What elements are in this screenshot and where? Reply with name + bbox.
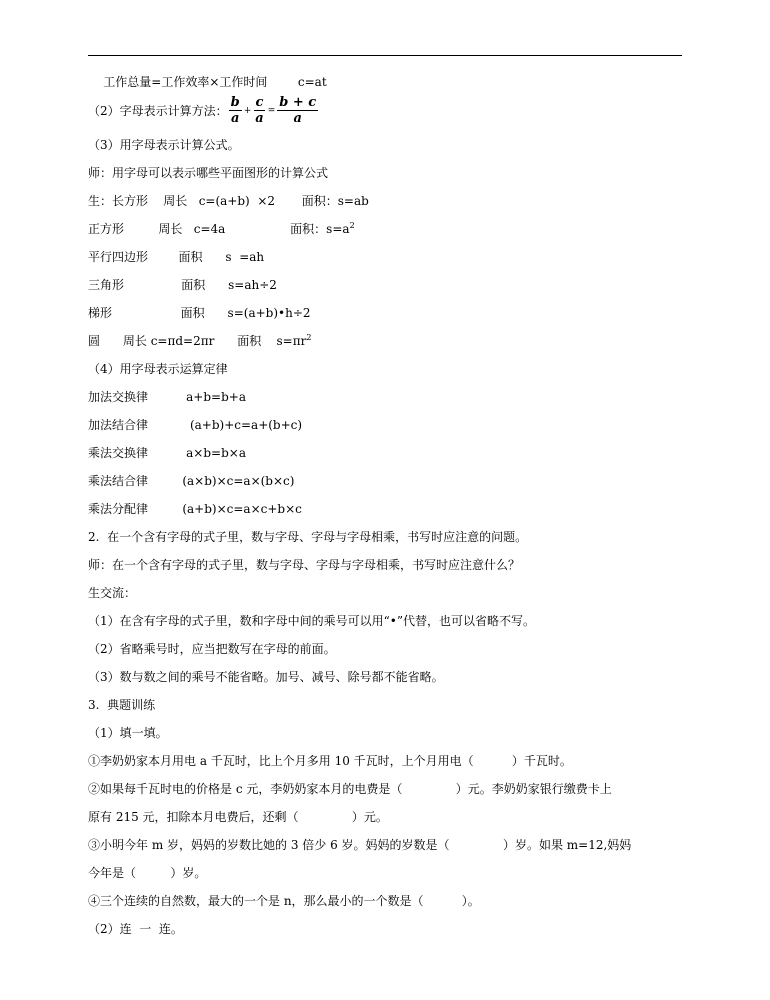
text-line: （1）填一填。 (88, 726, 168, 740)
exercise-item: ③小明今年 m 岁，妈妈的岁数比她的 3 倍少 6 岁。妈妈的岁数是（ ）岁。如果 m=12,妈妈 (88, 838, 632, 852)
fraction-denominator: a (255, 111, 264, 126)
formula-trapezoid: 梯形 面积 s=(a+b)•h÷2 (88, 306, 311, 320)
exercise-item: ①李奶奶家本月用电 a 千瓦时，比上个月多用 10 千瓦时，上个月用电（ ）千瓦时。 (88, 754, 572, 768)
section-heading: 3. 典题训练 (88, 698, 156, 712)
fraction-bc-over-a (277, 95, 318, 126)
exercise-item: 原有 215 元，扣除本月电费后，还剩（ ）元。 (88, 810, 388, 824)
fraction-formula (88, 95, 319, 126)
law-multiplication-commutative: 乘法交换律 a×b=b×a (88, 446, 246, 460)
plus-sign: + (243, 105, 252, 116)
section-heading: （3）用字母表示计算公式。 (88, 138, 240, 152)
text-line: （1）在含有字母的式子里，数和字母中间的乘号可以用“•”代替，也可以省略不写。 (88, 614, 535, 628)
section-heading: （2）连 一 连。 (88, 922, 183, 936)
text-line: （2）省略乘号时，应当把数写在字母的前面。 (88, 642, 336, 656)
formula-label: （2）字母表示计算方法： (88, 103, 228, 118)
text-line: 生交流： (88, 586, 137, 600)
fraction-c-over-a (253, 95, 265, 126)
text-line: 师：在一个含有字母的式子里，数与字母、字母与字母相乘，书写时应注意什么？ (88, 558, 521, 572)
superscript: 2 (306, 333, 312, 342)
fraction-numerator: b + c (279, 95, 317, 110)
text-line: 师：用字母可以表示哪些平面图形的计算公式 (88, 166, 329, 180)
fraction-numerator: c (255, 95, 264, 110)
fraction-denominator: a (230, 111, 240, 126)
law-addition-associative: 加法结合律 (a+b)+c=a+(b+c) (88, 418, 303, 432)
section-heading: 2. 在一个含有字母的式子里，数与字母、字母与字母相乘，书写时应注意的问题。 (88, 530, 528, 544)
formula-circle (88, 333, 311, 349)
formula-parallelogram: 平行四边形 面积 s =ah (88, 250, 265, 264)
formula-text: 正方形 周长 c=4a 面积：s=a (88, 222, 350, 236)
fraction-b-over-a (229, 95, 242, 126)
header-rule (88, 55, 682, 56)
formula-triangle: 三角形 面积 s=ah÷2 (88, 278, 277, 292)
formula-rectangle: 生：长方形 周长 c=(a+b) ×2 面积：s=ab (88, 194, 369, 208)
law-distributive: 乘法分配律 (a+b)×c=a×c+b×c (88, 502, 302, 516)
law-multiplication-associative: 乘法结合律 (a×b)×c=a×(b×c) (88, 474, 295, 488)
exercise-item: 今年是（ ）岁。 (88, 866, 207, 880)
exercise-item: ④三个连续的自然数，最大的一个是 n，那么最小的一个数是（ ）。 (88, 894, 480, 908)
fraction-numerator: b (230, 95, 240, 110)
text-line: （3）数与数之间的乘号不能省略。加号、减号、除号都不能省略。 (88, 670, 444, 684)
law-addition-commutative: 加法交换律 a+b=b+a (88, 390, 246, 404)
text-line: 工作总量=工作效率×工作时间 c=at (88, 75, 327, 89)
section-heading: （4）用字母表示运算定律 (88, 362, 228, 376)
formula-text: 圆 周长 c=πd=2πr 面积 s=πr (88, 334, 307, 348)
exercise-item: ②如果每千瓦时电的价格是 c 元，李奶奶家本月的电费是（ ）元。李奶奶家银行缴费卡上 (88, 782, 612, 796)
superscript: 2 (349, 221, 355, 230)
fraction-denominator: a (293, 111, 302, 126)
formula-square (88, 221, 355, 237)
equals-sign: = (267, 105, 276, 116)
